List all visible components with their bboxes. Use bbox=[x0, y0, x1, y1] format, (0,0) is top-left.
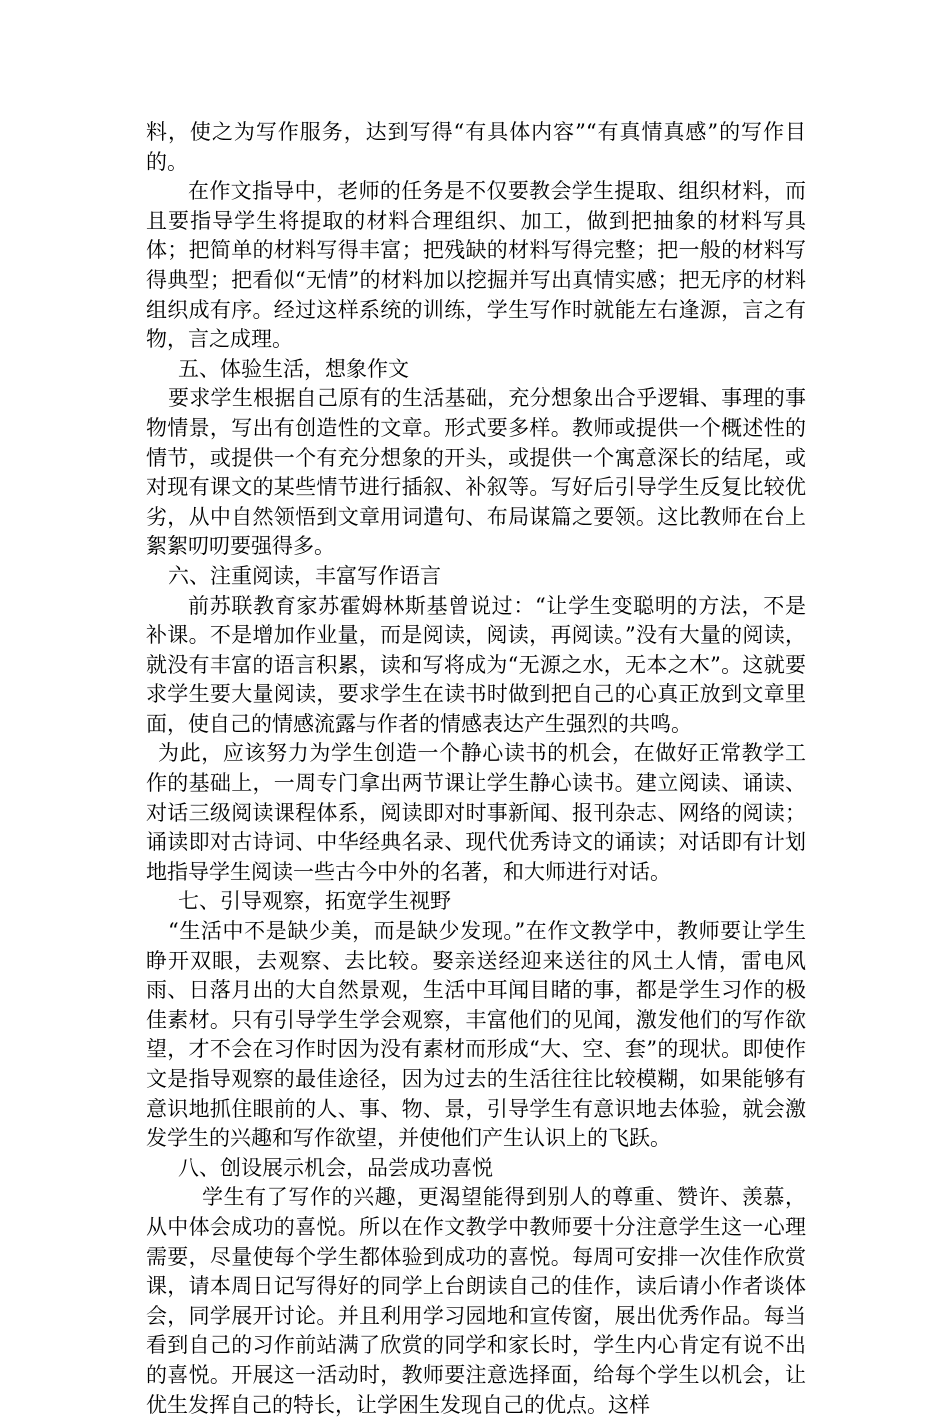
paragraph-reading-quote: 前苏联教育家苏霍姆林斯基曾说过：“让学生变聪明的方法，不是补课。不是增加作业量，而是阅读，阅读，再阅读。”没有大量的阅读，就没有丰富的语言积累，读和写将成为“无源之水，无本之木”。这就要求学生要大量阅读，要求学生在读书时做到把自己的心真正放到文章里面，使自己的情感流露与作者的情感表达产生强烈的共鸣。 bbox=[146, 593, 806, 736]
section-heading-6: 六、注重阅读，丰富写作语言 bbox=[168, 563, 441, 588]
paragraph-success-display: 学生有了写作的兴趣，更渴望能得到别人的尊重、赞许、羡慕，从中体会成功的喜悦。所以在作文教学中教师要十分注意学生这一心理需要，尽量使每个学生都体验到成功的喜悦。每周可安排一次佳作欣赏课，请本周日记写得好的同学上台朗读自己的佳作，读后请小作者谈体会，同学展开讨论。并且利用学习园地和宣传窗，展出优秀作品。每当看到自己的习作前站满了欣赏的同学和家长时，学生内心肯定有说不出的喜悦。开展这一活动时，教师要注意选择面，给每个学生以机会，让优生发挥自己的特长，让学困生发现自己的优点。这样 bbox=[146, 1185, 806, 1417]
paragraph-observation: “生活中不是缺少美，而是缺少发现。”在作文教学中，教师要让学生睁开双眼，去观察、去比较。娶亲送经迎来送往的风土人情，雷电风雨、日落月出的大自然景观，生活中耳闻目睹的事，都是学生习作的极佳素材。只有引导学生学会观察，丰富他们的见闻，激发他们的写作欲望，才不会在习作时因为没有素材而形成“大、空、套”的现状。即使作文是指导观察的最佳途径，因为过去的生活往往比较模糊，如果能够有意识地抓住眼前的人、事、物、景，引导学生有意识地去体验，就会激发学生的兴趣和写作欲望，并使他们产生认识上的飞跃。 bbox=[146, 919, 806, 1151]
paragraph-writing-guidance: 在作文指导中，老师的任务是不仅要教会学生提取、组织材料，而且要指导学生将提取的材料合理组织、加工，做到把抽象的材料写具体；把简单的材料写得丰富；把残缺的材料写得完整；把一般的材料写得典型；把看似“无情”的材料加以挖掘并写出真情实感；把无序的材料组织成有序。经过这样系统的训练，学生写作时就能左右逢源，言之有物，言之成理。 bbox=[146, 179, 806, 352]
paragraph-imagination-writing: 要求学生根据自己原有的生活基础，充分想象出合乎逻辑、事理的事物情景，写出有创造性的文章。形式要多样。教师或提供一个概述性的情节，或提供一个有充分想象的开头，或提供一个寓意深长的结尾，或对现有课文的某些情节进行插叙、补叙等。写好后引导学生反复比较优劣，从中自然领悟到文章用词遣句、布局谋篇之要领。这比教师在台上絮絮叨叨要强得多。 bbox=[146, 386, 806, 559]
section-heading-7: 七、引导观察，拓宽学生视野 bbox=[178, 889, 451, 914]
paragraph-continuation: 料，使之为写作服务，达到写得“有具体内容”“有真情真感”的写作目的。 bbox=[146, 120, 806, 174]
document-page bbox=[146, 118, 806, 1420]
section-heading-8: 八、创设展示机会，品尝成功喜悦 bbox=[178, 1155, 493, 1180]
paragraph-reading-system: 为此，应该努力为学生创造一个静心读书的机会，在做好正常教学工作的基础上，一周专门拿出两节课让学生静心读书。建立阅读、诵读、对话三级阅读课程体系，阅读即对时事新闻、报刊杂志、网络的阅读；诵读即对古诗词、中华经典名录、现代优秀诗文的诵读；对话即有计划地指导学生阅读一些古今中外的名著，和大师进行对话。 bbox=[146, 741, 806, 884]
section-heading-5: 五、体验生活，想象作文 bbox=[178, 356, 409, 381]
